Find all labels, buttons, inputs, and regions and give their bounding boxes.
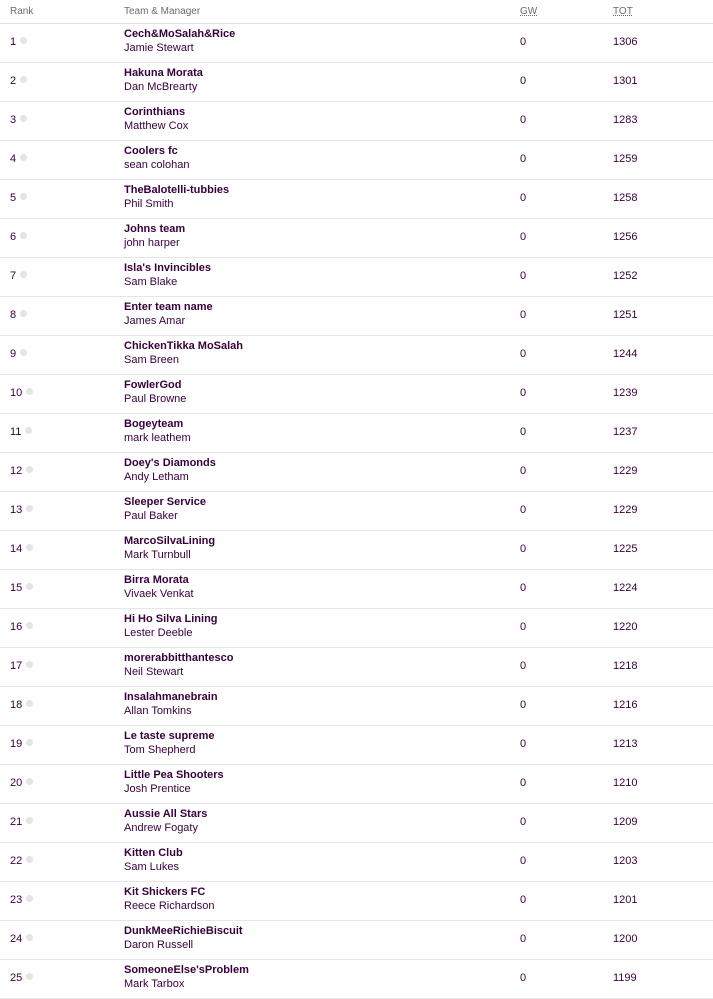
team-name-link[interactable]: Birra Morata	[124, 574, 189, 586]
manager-name: Sam Breen	[124, 354, 180, 366]
table-row	[0, 336, 713, 375]
team-name-link[interactable]: Enter team name	[124, 301, 213, 313]
rank-movement-icon	[26, 466, 33, 473]
total-points: 1220	[613, 621, 638, 633]
table-row	[0, 687, 713, 726]
gameweek-points: 0	[520, 36, 527, 48]
total-points: 1200	[613, 933, 638, 945]
rank-cell	[10, 75, 27, 87]
table-row	[0, 492, 713, 531]
gameweek-points: 0	[520, 699, 527, 711]
team-name-link[interactable]: Doey's Diamonds	[124, 457, 216, 469]
rank-cell	[10, 972, 33, 984]
rank-cell	[10, 855, 33, 867]
rank-movement-icon	[26, 505, 33, 512]
gameweek-points: 0	[520, 621, 527, 633]
table-row	[0, 531, 713, 570]
rank-movement-icon	[26, 388, 33, 395]
manager-name: john harper	[124, 237, 180, 249]
rank-movement-icon	[20, 37, 27, 44]
gameweek-points: 0	[520, 504, 527, 516]
rank-number: 21	[10, 816, 23, 828]
gameweek-points: 0	[520, 192, 527, 204]
rank-movement-icon	[26, 544, 33, 551]
team-name-link[interactable]: FowlerGod	[124, 379, 182, 391]
team-name-link[interactable]: Sleeper Service	[124, 496, 206, 508]
total-points: 1251	[613, 309, 638, 321]
rank-movement-icon	[26, 934, 33, 941]
team-name-link[interactable]: ChickenTikka MoSalah	[124, 340, 244, 352]
total-points: 1239	[613, 387, 638, 399]
rank-cell	[10, 621, 33, 633]
gameweek-points-column-header[interactable]: GW	[520, 6, 538, 17]
team-name-link[interactable]: DunkMeeRichieBiscuit	[124, 925, 243, 937]
total-points: 1225	[613, 543, 638, 555]
total-points: 1252	[613, 270, 638, 282]
rank-number: 22	[10, 855, 23, 867]
rank-cell	[10, 738, 33, 750]
total-points: 1283	[613, 114, 638, 126]
rank-number: 12	[10, 465, 23, 477]
table-row	[0, 921, 713, 960]
team-name-link[interactable]: Kitten Club	[124, 847, 183, 859]
table-row	[0, 804, 713, 843]
team-name-link[interactable]: Cech&MoSalah&Rice	[124, 28, 236, 40]
rank-number: 3	[10, 114, 17, 126]
gameweek-points: 0	[520, 816, 527, 828]
rank-movement-icon	[20, 115, 27, 122]
manager-name: Daron Russell	[124, 939, 194, 951]
rank-number: 14	[10, 543, 23, 555]
rank-movement-icon	[26, 622, 33, 629]
rank-cell	[10, 270, 27, 282]
rank-movement-icon	[26, 700, 33, 707]
total-points: 1218	[613, 660, 638, 672]
gameweek-points: 0	[520, 660, 527, 672]
manager-name: sean colohan	[124, 159, 190, 171]
rank-column-header: Rank	[10, 6, 34, 17]
total-points: 1216	[613, 699, 638, 711]
manager-name: Mark Turnbull	[124, 549, 191, 561]
rank-movement-icon	[20, 271, 27, 278]
gameweek-points: 0	[520, 75, 527, 87]
team-name-link[interactable]: MarcoSilvaLining	[124, 535, 216, 547]
manager-name: Tom Shepherd	[124, 744, 196, 756]
gameweek-points: 0	[520, 114, 527, 126]
manager-name: Paul Baker	[124, 510, 178, 522]
rank-cell	[10, 777, 33, 789]
table-row	[0, 765, 713, 804]
rank-cell	[10, 582, 33, 594]
team-name-link[interactable]: Aussie All Stars	[124, 808, 208, 820]
rank-number: 2	[10, 75, 17, 87]
rank-number: 18	[10, 699, 23, 711]
manager-name: mark leathem	[124, 432, 191, 444]
manager-name: Allan Tomkins	[124, 705, 192, 717]
gameweek-points: 0	[520, 855, 527, 867]
gameweek-points: 0	[520, 894, 527, 906]
rank-number: 24	[10, 933, 23, 945]
rank-movement-icon	[26, 817, 33, 824]
rank-movement-icon	[26, 739, 33, 746]
table-row	[0, 414, 713, 453]
rank-movement-icon	[26, 895, 33, 902]
table-header	[0, 0, 713, 24]
manager-name: Reece Richardson	[124, 900, 215, 912]
table-row	[0, 102, 713, 141]
rank-number: 10	[10, 387, 23, 399]
gameweek-points: 0	[520, 582, 527, 594]
table-row	[0, 258, 713, 297]
table-row	[0, 453, 713, 492]
team-name-link[interactable]: TheBalotelli-tubbies	[124, 184, 230, 196]
rank-number: 20	[10, 777, 23, 789]
table-row	[0, 609, 713, 648]
table-row	[0, 63, 713, 102]
rank-number: 1	[10, 36, 17, 48]
rank-number: 25	[10, 972, 23, 984]
rank-cell	[10, 660, 33, 672]
total-points: 1209	[613, 816, 638, 828]
rank-movement-icon	[26, 856, 33, 863]
rank-cell	[10, 192, 27, 204]
total-points: 1201	[613, 894, 638, 906]
rank-number: 6	[10, 231, 17, 243]
rank-number: 7	[10, 270, 17, 282]
manager-name: Andrew Fogaty	[124, 822, 198, 834]
rank-movement-icon	[20, 349, 27, 356]
manager-name: Phil Smith	[124, 198, 174, 210]
manager-name: James Amar	[124, 315, 186, 327]
rank-number: 13	[10, 504, 23, 516]
table-row	[0, 24, 713, 63]
team-name-link[interactable]: Hakuna Morata	[124, 67, 203, 79]
table-row	[0, 960, 713, 999]
gameweek-points: 0	[520, 777, 527, 789]
total-points: 1199	[613, 972, 637, 984]
rank-movement-icon	[20, 193, 27, 200]
table-row	[0, 726, 713, 765]
table-row	[0, 180, 713, 219]
team-name-link[interactable]: Hi Ho Silva Lining	[124, 613, 218, 625]
rank-cell	[10, 933, 33, 945]
gameweek-points: 0	[520, 348, 527, 360]
table-row	[0, 375, 713, 414]
gameweek-points: 0	[520, 270, 527, 282]
rank-cell	[10, 231, 27, 243]
rank-cell	[10, 699, 33, 711]
rank-number: 4	[10, 153, 17, 165]
total-points: 1258	[613, 192, 638, 204]
rank-number: 19	[10, 738, 23, 750]
rank-movement-icon	[20, 76, 27, 83]
team-name-link[interactable]: Coolers fc	[124, 145, 178, 157]
rank-number: 16	[10, 621, 23, 633]
gameweek-points: 0	[520, 543, 527, 555]
total-points: 1203	[613, 855, 638, 867]
rank-cell	[10, 387, 33, 399]
team-manager-column-header: Team & Manager	[124, 6, 201, 17]
gameweek-points: 0	[520, 972, 527, 984]
manager-name: Matthew Cox	[124, 120, 189, 132]
total-points: 1244	[613, 348, 638, 360]
gameweek-points: 0	[520, 309, 527, 321]
manager-name: Andy Letham	[124, 471, 189, 483]
rank-cell	[10, 894, 33, 906]
rank-number: 15	[10, 582, 23, 594]
total-points: 1301	[613, 75, 638, 87]
total-points: 1259	[613, 153, 638, 165]
team-name-link[interactable]: Little Pea Shooters	[124, 769, 224, 781]
table-row	[0, 570, 713, 609]
table-row	[0, 297, 713, 336]
table-row	[0, 843, 713, 882]
rank-cell	[10, 36, 27, 48]
manager-name: Vivaek Venkat	[124, 588, 194, 600]
rank-cell	[10, 504, 33, 516]
team-name-link[interactable]: Bogeyteam	[124, 418, 184, 430]
rank-movement-icon	[20, 232, 27, 239]
rank-number: 11	[10, 426, 22, 438]
manager-name: Paul Browne	[124, 393, 187, 405]
manager-name: Neil Stewart	[124, 666, 184, 678]
rank-number: 5	[10, 192, 17, 204]
rank-number: 8	[10, 309, 17, 321]
rank-cell	[10, 426, 32, 438]
team-name-link[interactable]: Corinthians	[124, 106, 186, 118]
manager-name: Sam Blake	[124, 276, 178, 288]
rank-number: 17	[10, 660, 23, 672]
team-name-link[interactable]: Le taste supreme	[124, 730, 215, 742]
manager-name: Lester Deeble	[124, 627, 193, 639]
total-points: 1237	[613, 426, 638, 438]
rank-cell	[10, 348, 27, 360]
team-name-link[interactable]: SomeoneElse'sProblem	[124, 964, 249, 976]
table-row	[0, 648, 713, 687]
rank-cell	[10, 309, 27, 321]
gameweek-points: 0	[520, 738, 527, 750]
total-points: 1229	[613, 504, 638, 516]
total-points: 1306	[613, 36, 638, 48]
rank-cell	[10, 153, 27, 165]
rank-cell	[10, 816, 33, 828]
rank-number: 9	[10, 348, 17, 360]
gameweek-points: 0	[520, 387, 527, 399]
rank-cell	[10, 543, 33, 555]
rank-movement-icon	[26, 778, 33, 785]
table-body	[0, 24, 713, 999]
rank-cell	[10, 114, 27, 126]
team-name-link[interactable]: morerabbitthantesco	[124, 652, 234, 664]
rank-movement-icon	[20, 154, 27, 161]
team-name-link[interactable]: Kit Shickers FC	[124, 886, 206, 898]
total-points: 1213	[613, 738, 638, 750]
team-name-link[interactable]: Insalahmanebrain	[124, 691, 218, 703]
rank-movement-icon	[20, 310, 27, 317]
rank-movement-icon	[25, 427, 32, 434]
table-row	[0, 882, 713, 921]
rank-cell	[10, 465, 33, 477]
manager-name: Mark Tarbox	[124, 978, 185, 990]
manager-name: Jamie Stewart	[124, 42, 194, 54]
manager-name: Sam Lukes	[124, 861, 180, 873]
gameweek-points: 0	[520, 231, 527, 243]
total-points: 1256	[613, 231, 638, 243]
team-name-link[interactable]: Isla's Invincibles	[124, 262, 211, 274]
manager-name: Josh Prentice	[124, 783, 191, 795]
total-points: 1210	[613, 777, 638, 789]
team-name-link[interactable]: Johns team	[124, 223, 186, 235]
total-points: 1229	[613, 465, 638, 477]
table-row	[0, 141, 713, 180]
gameweek-points: 0	[520, 153, 527, 165]
table-row	[0, 219, 713, 258]
gameweek-points: 0	[520, 426, 527, 438]
rank-number: 23	[10, 894, 23, 906]
rank-movement-icon	[26, 973, 33, 980]
gameweek-points: 0	[520, 465, 527, 477]
total-points: 1224	[613, 582, 638, 594]
rank-movement-icon	[26, 661, 33, 668]
gameweek-points: 0	[520, 933, 527, 945]
manager-name: Dan McBrearty	[124, 81, 198, 93]
total-points-column-header[interactable]: TOT	[613, 6, 633, 17]
rank-movement-icon	[26, 583, 33, 590]
